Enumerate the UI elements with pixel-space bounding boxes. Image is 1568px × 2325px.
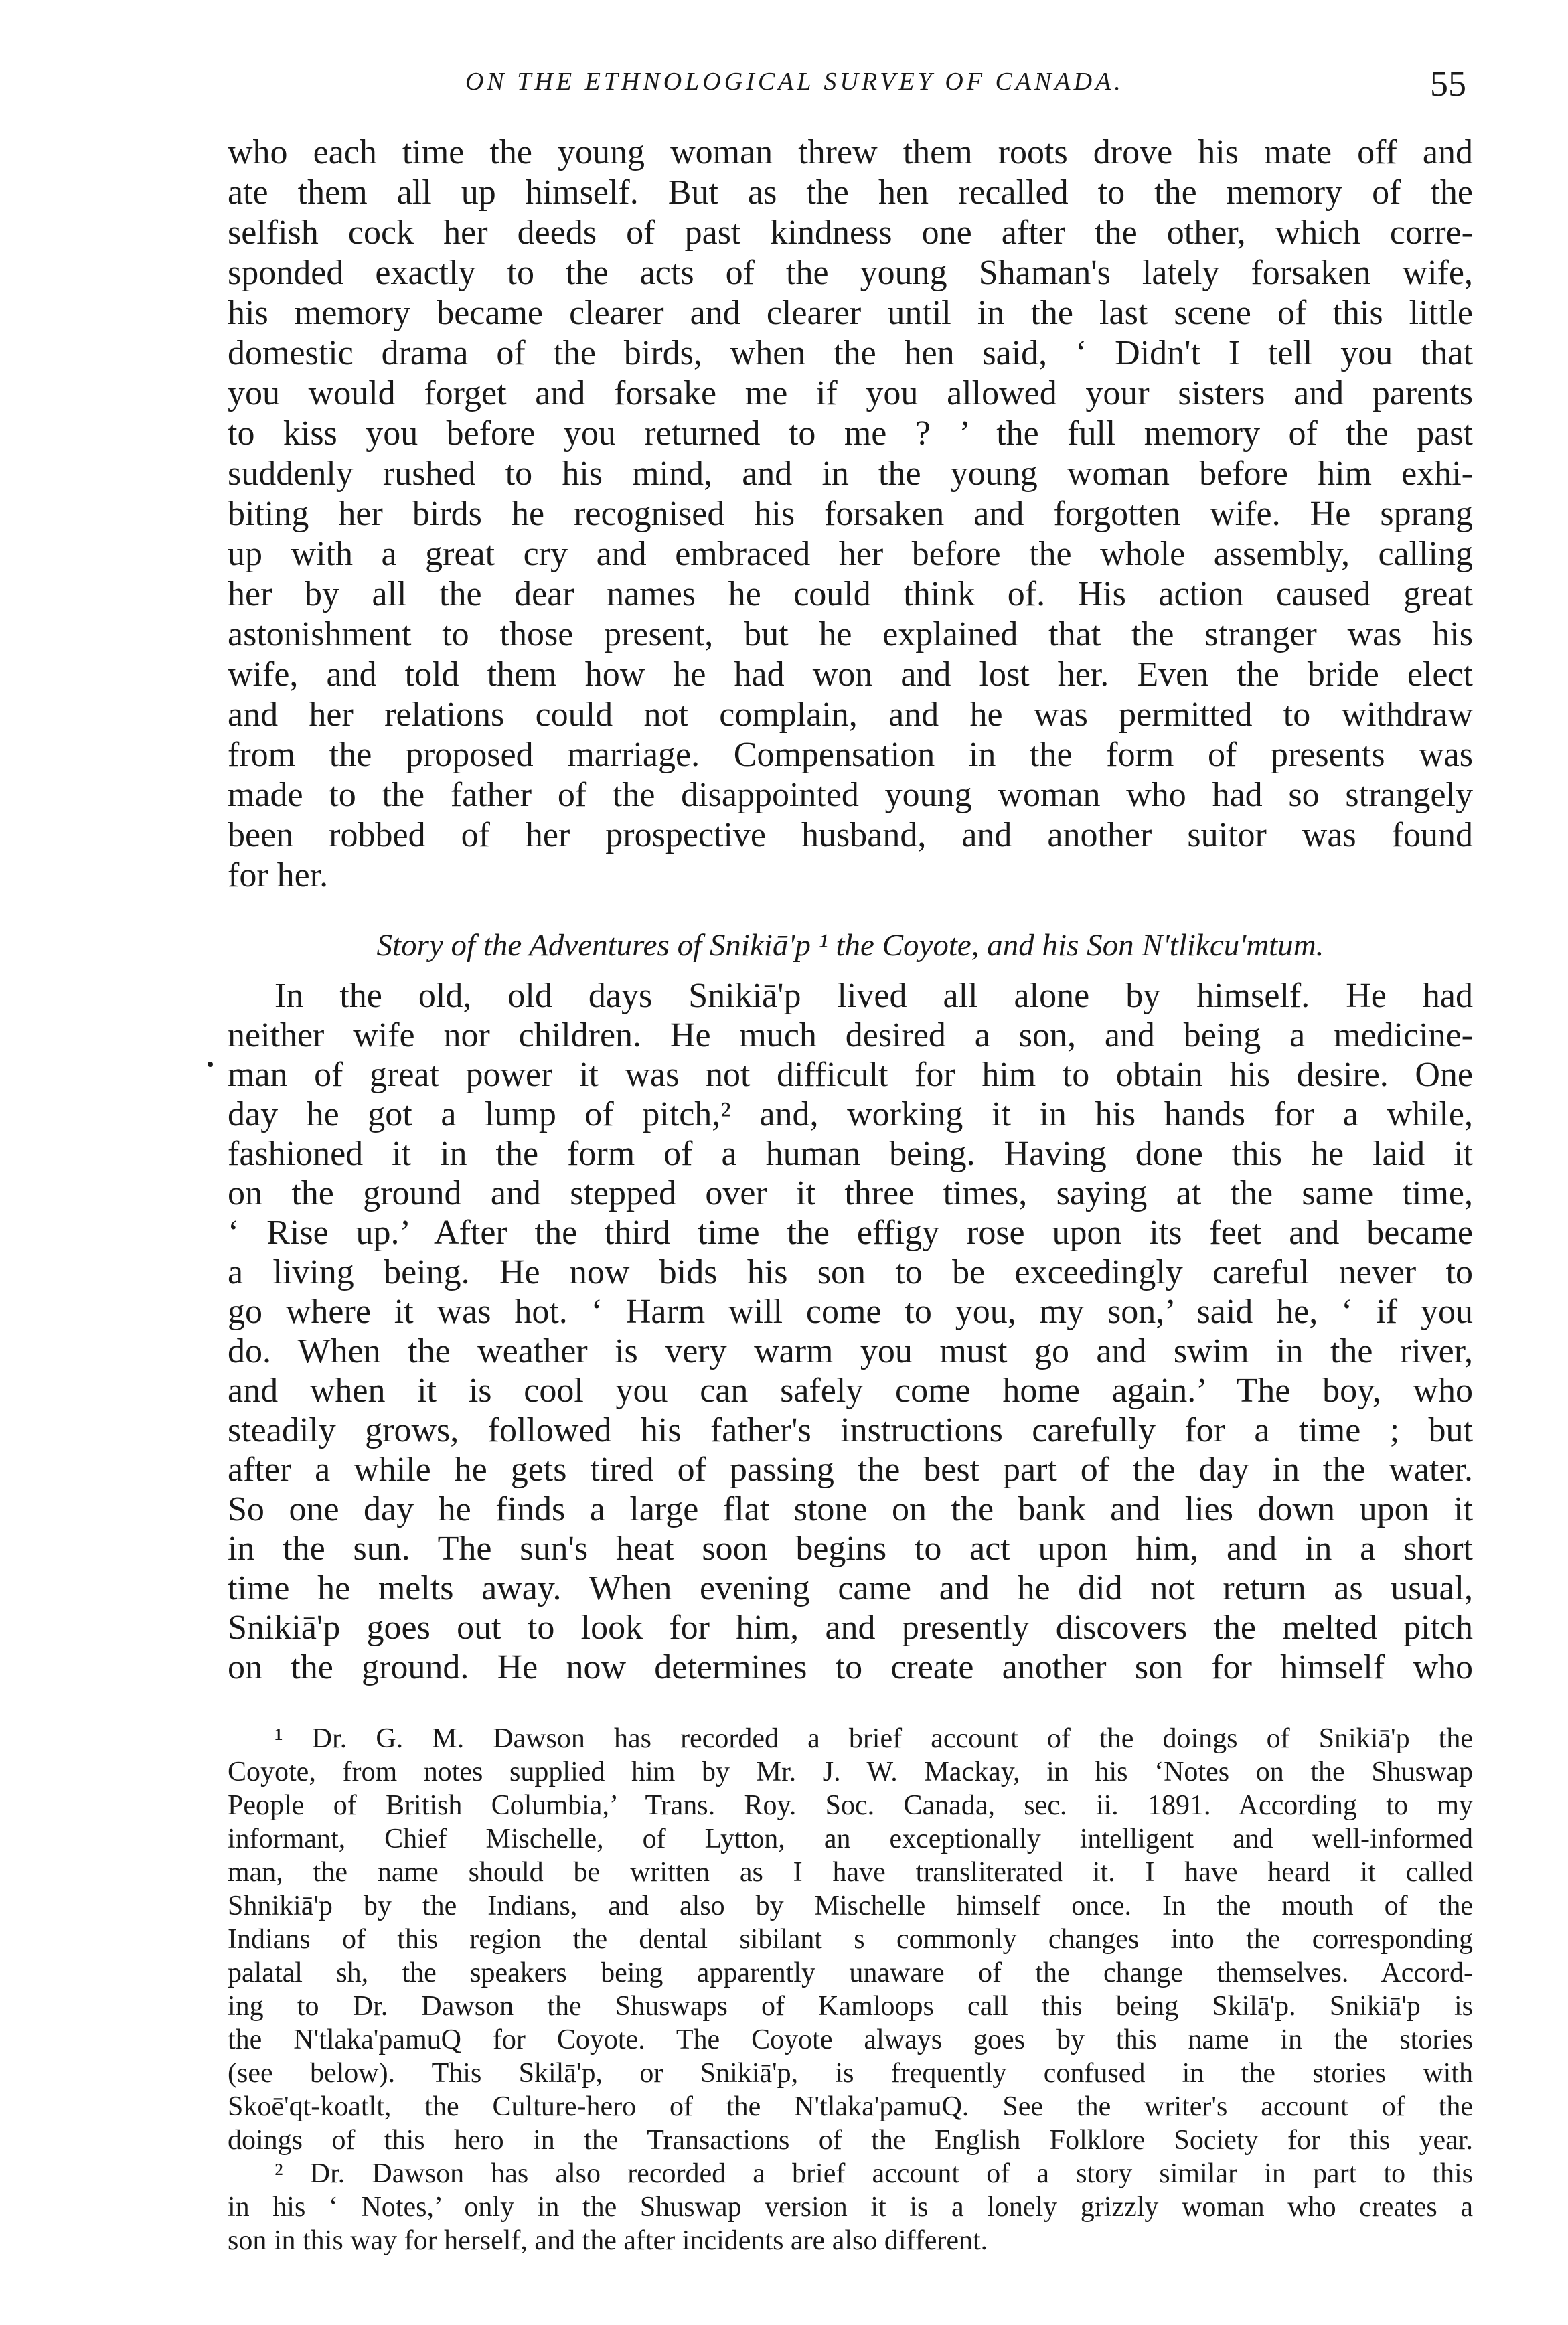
text-line: sponded exactly to the acts of the young Shaman's lately forsaken wife,	[228, 254, 1473, 292]
text-line: steadily grows, followed his father's instructions carefully for a time ; but	[228, 1411, 1473, 1449]
footnote-line: man, the name should be written as I have transliterated it. I have heard it called	[228, 1857, 1473, 1888]
text-line: ate them all up himself. But as the hen recalled to the memory of the	[228, 173, 1473, 212]
footnote-line: doings of this hero in the Transactions of the English Folklore Society for this year.	[228, 2125, 1473, 2156]
text-line: suddenly rushed to his mind, and in the young woman before him exhi-	[228, 455, 1473, 493]
text-line: astonishment to those present, but he explained that the stranger was his	[228, 615, 1473, 653]
footnote-line: the N'tlaka'pamuQ for Coyote. The Coyote always goes by this name in the stories	[228, 2024, 1473, 2055]
margin-mark	[208, 1062, 213, 1067]
text-line: after a while he gets tired of passing the best part of the day in the water.	[228, 1451, 1473, 1489]
paragraph-continued	[228, 133, 1473, 896]
text-line: been robbed of her prospective husband, and another suitor was found	[228, 816, 1473, 854]
text-line: selfish cock her deeds of past kindness one after the other, which corre-	[228, 214, 1473, 252]
text-line: ‘ Rise up.’ After the third time the effigy rose upon its feet and became	[228, 1214, 1473, 1252]
text-line: in the sun. The sun's heat soon begins to act upon him, and in a short	[228, 1530, 1473, 1568]
text-line: biting her birds he recognised his forsaken and forgotten wife. He sprang	[228, 495, 1473, 533]
text-line: up with a great cry and embraced her before the whole assembly, calling	[228, 535, 1473, 573]
text-line: her by all the dear names he could think of. His action caused great	[228, 575, 1473, 613]
text-line: domestic drama of the birds, when the hen said, ‘ Didn't I tell you that	[228, 334, 1473, 372]
text-line: for her.	[228, 856, 329, 894]
story-paragraph	[228, 976, 1473, 1687]
text-line: time he melts away. When evening came and he did not return as usual,	[228, 1569, 1473, 1607]
text-line: from the proposed marriage. Compensation in the form of presents was	[228, 736, 1473, 774]
text-line: wife, and told them how he had won and lost her. Even the bride elect	[228, 655, 1473, 694]
footnote-line: in his ‘ Notes,’ only in the Shuswap version it is a lonely grizzly woman who creates a	[228, 2192, 1473, 2223]
text-line: you would forget and forsake me if you allowed your sisters and parents	[228, 374, 1473, 412]
text-line: do. When the weather is very warm you must go and swim in the river,	[228, 1332, 1473, 1370]
text-line: and her relations could not complain, and he was permitted to withdraw	[228, 696, 1473, 734]
footnote-2	[228, 2157, 1473, 2257]
footnote-line: Coyote, from notes supplied him by Mr. J. W. Mackay, in his ‘Notes on the Shuswap	[228, 1757, 1473, 1787]
footnote-line: informant, Chief Mischelle, of Lytton, an exceptionally intelligent and well-informed	[228, 1824, 1473, 1854]
text-line: on the ground and stepped over it three times, saying at the same time,	[228, 1174, 1473, 1212]
section-title: Story of the Adventures of Snikiā'p ¹ the Coyote, and his Son N'tlikcu'mtum.	[376, 928, 1324, 963]
footnote-line: ing to Dr. Dawson the Shuswaps of Kamloops call this being Skilā'p. Snikiā'p is	[228, 1991, 1473, 2022]
text-line: go where it was hot. ‘ Harm will come to you, my son,’ said he, ‘ if you	[228, 1293, 1473, 1331]
page-number: 55	[1430, 64, 1466, 104]
running-head: ON THE ETHNOLOGICAL SURVEY OF CANADA.	[465, 68, 1124, 96]
footnote-line: ² Dr. Dawson has also recorded a brief account of a story similar in part to this	[275, 2158, 1473, 2189]
text-line: to kiss you before you returned to me ? ’ the full memory of the past	[228, 414, 1473, 453]
text-line: fashioned it in the form of a human being. Having done this he laid it	[228, 1135, 1473, 1173]
footnote-line: Indians of this region the dental sibilant s commonly changes into the corresponding	[228, 1924, 1473, 1955]
footnote-line: People of British Columbia,’ Trans. Roy. Soc. Canada, sec. ii. 1891. According to my	[228, 1790, 1473, 1821]
page-header	[228, 64, 1473, 121]
footnote-1	[228, 1722, 1473, 2157]
text-line: neither wife nor children. He much desired a son, and being a medicine-	[228, 1016, 1473, 1054]
footnote-line: palatal sh, the speakers being apparently unaware of the change themselves. Accord-	[228, 1957, 1473, 1988]
text-line: day he got a lump of pitch,² and, working it in his hands for a while,	[228, 1095, 1473, 1133]
footnote-line: Skoē'qt-koatlt, the Culture-hero of the N'tlaka'pamuQ. See the writer's account of the	[228, 2091, 1473, 2122]
text-line: his memory became clearer and clearer until in the last scene of this little	[228, 294, 1473, 332]
text-line: and when it is cool you can safely come home again.’ The boy, who	[228, 1372, 1473, 1410]
footnote-line: Shnikiā'p by the Indians, and also by Mischelle himself once. In the mouth of the	[228, 1891, 1473, 1921]
footnote-line: (see below). This Skilā'p, or Snikiā'p, is frequently confused in the stories with	[228, 2058, 1473, 2089]
text-line: who each time the young woman threw them roots drove his mate off and	[228, 133, 1473, 171]
footnote-line: son in this way for herself, and the after incidents are also different.	[228, 2225, 988, 2256]
footnotes	[228, 1722, 1473, 2257]
footnote-line: ¹ Dr. G. M. Dawson has recorded a brief account of the doings of Snikiā'p the	[275, 1723, 1473, 1754]
text-line: Snikiā'p goes out to look for him, and presently discovers the melted pitch	[228, 1609, 1473, 1647]
text-line: made to the father of the disappointed young woman who had so strangely	[228, 776, 1473, 814]
text-line: In the old, old days Snikiā'p lived all alone by himself. He had	[275, 977, 1473, 1015]
text-line: So one day he finds a large flat stone on the bank and lies down upon it	[228, 1490, 1473, 1528]
text-line: man of great power it was not difficult for him to obtain his desire. One	[228, 1056, 1473, 1094]
text-line: a living being. He now bids his son to be exceedingly careful never to	[228, 1253, 1473, 1291]
text-line: on the ground. He now determines to create another son for himself who	[228, 1648, 1473, 1686]
